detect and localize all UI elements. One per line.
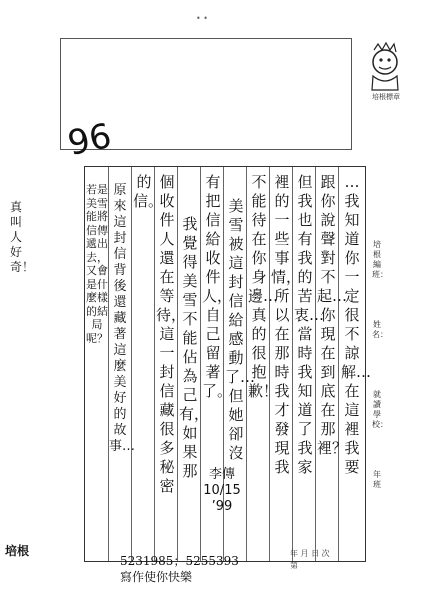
essay-column: …我知道你一定很不諒解…在這裡我要	[341, 173, 372, 476]
writing-grid	[84, 166, 372, 562]
header-dots: • •	[196, 14, 208, 23]
essay-column: 跟你說聲對不起…你現在到底在那裡？	[317, 173, 348, 457]
contact-ids: 5231985；5255393	[120, 554, 239, 568]
essay-column: 有把信給收件人，自己留著了。	[202, 173, 233, 400]
page-label: 第	[290, 561, 298, 570]
score-mark: 96	[64, 115, 115, 165]
essay-column: 但我也有我的苦衷…當時我知道了我家	[294, 173, 325, 476]
school-label: 就讀學校：	[372, 390, 388, 429]
name-label: 姓名：	[372, 320, 388, 339]
essay-column: 美雪被這封信給感動了…但她卻沒	[225, 197, 256, 462]
essay-column: 我覺得美雪不能佔為己有，如果那	[179, 215, 210, 480]
teacher-signature: 李傳 10/15 ’99	[203, 467, 241, 514]
essay-column: 的信。	[133, 173, 164, 210]
stamp-label: 培根標章	[372, 93, 400, 101]
grade-label: 年 班	[373, 470, 381, 489]
brand-label: 培根	[5, 544, 30, 558]
essay-column: 不能待在你身邊…真的很抱歉！	[248, 173, 279, 400]
teacher-remark: 真叫人好奇！	[10, 200, 35, 274]
class-label: 培根編班：	[372, 240, 388, 279]
mascot-stamp-icon	[360, 40, 410, 98]
date-row-label: 年 月 日 次	[290, 549, 330, 558]
essay-column: 個收件人還在等待，這一封信藏很多秘密	[156, 173, 187, 495]
slogan: 寫作使你快樂	[120, 570, 193, 584]
essay-column: 裡的一些事情，所以在那時我才發現我	[271, 173, 302, 476]
essay-column: 原來這封信背後還藏著這麼美好的故事…	[109, 183, 136, 454]
essay-column: 若是美雪能將信傳遞出去，又會是什麼樣的結局呢？	[86, 183, 108, 345]
